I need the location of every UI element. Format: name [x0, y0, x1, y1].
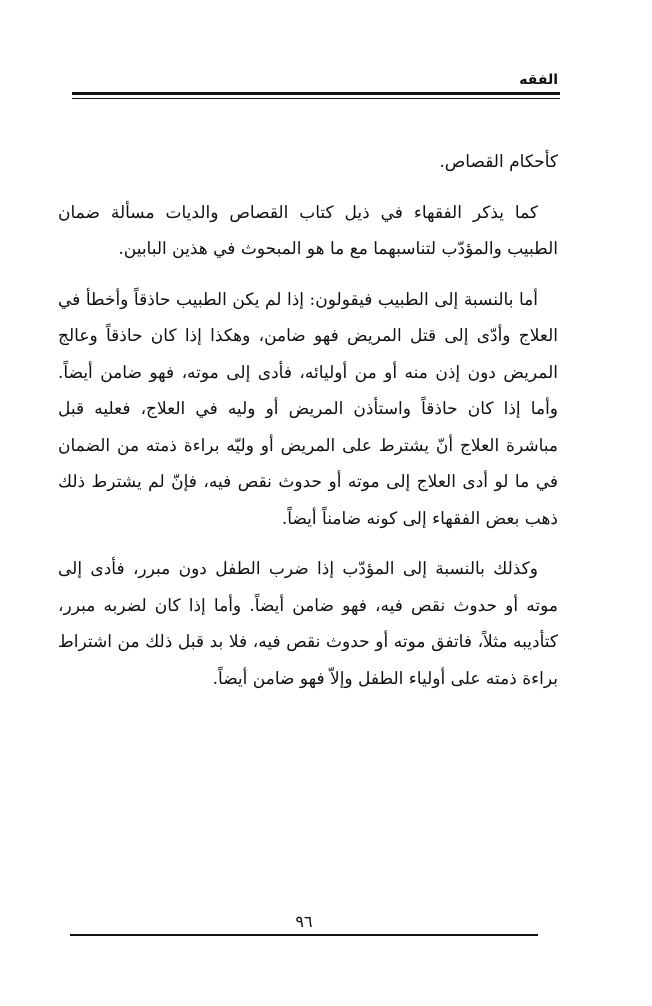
page-number: ٩٦	[295, 912, 313, 931]
header-rule-thin	[72, 98, 560, 99]
paragraph-1: كأحكام القصاص.	[439, 152, 558, 172]
paragraph-4: وكذلك بالنسبة إلى المؤدّب إذا ضرب الطفل دون مبرر، فأدى إلى موته أو حدوث نقص فيه، فهو ضامن أيضاً. وأما إذا كان لضربه مبرر، كتأديبه مثلاً، فاتفق موته أو حدوث نقص فيه، فلا بد قبل ذلك من اشتراط براءة ذمته على أولياء الطفل وإلاّ فهو ضامن أيضاً.	[58, 559, 558, 689]
paragraph-3: أما بالنسبة إلى الطبيب فيقولون: إذا لم يكن الطبيب حاذقاً وأخطأ في العلاج وأدّى إلى قتل المريض فهو ضامن، وهكذا إذا كان حاذقاً وعالج المريض دون إذن منه أو من أوليائه، فأدى إلى موته، فهو ضامن أيضاً. وأما إذا كان حاذقاً واستأذن المريض أو وليه في العلاج، فعليه قبل مباشرة العلاج أنّ يشترط على المريض أو وليّه براءة ذمته من الضمان في ما لو أدى العلاج إلى موته أو حدوث نقص فيه، فإنّ لم يشترط ذلك ذهب بعض الفقهاء إلى كونه ضامناً أيضاً.	[58, 289, 558, 529]
footer-rule	[70, 934, 538, 936]
page-body	[58, 144, 558, 711]
paragraph-2: كما يذكر الفقهاء في ذيل كتاب القصاص والديات مسألة ضمان الطبيب والمؤدّب لتناسبهما مع ما هو المبحوث في هذين البابين.	[58, 202, 558, 259]
header-title: الفقه	[519, 72, 558, 88]
header-rule-thick	[72, 92, 560, 95]
